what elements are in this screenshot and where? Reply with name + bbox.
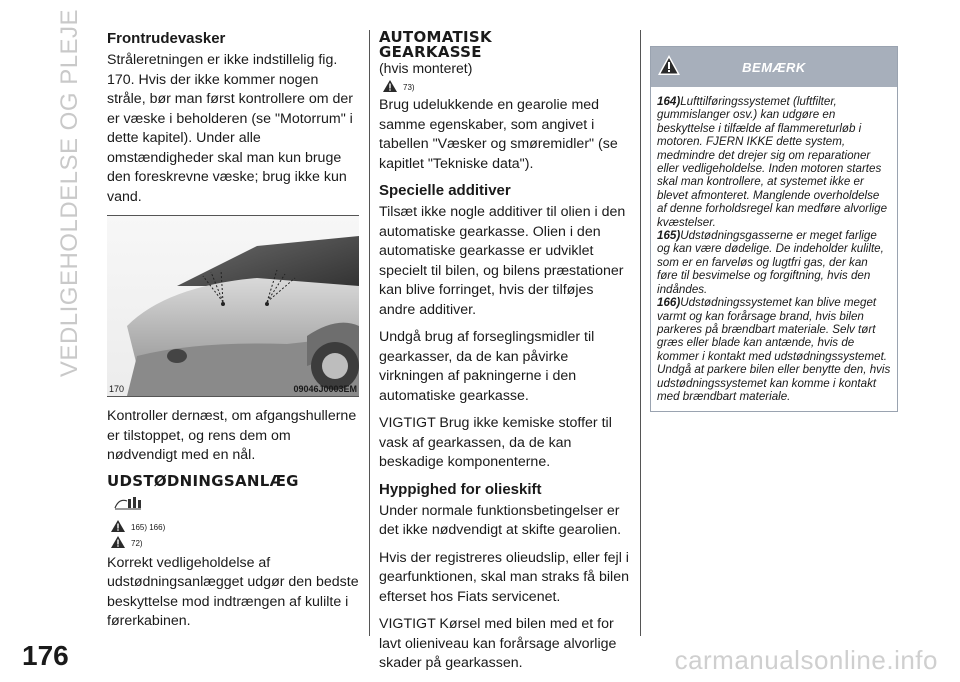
notice-header (651, 47, 897, 87)
side-chapter-title: VEDLIGEHOLDELSE OG PLEJE (56, 8, 84, 378)
eco-icon (113, 495, 359, 516)
caution-icon (383, 80, 397, 92)
heading-frontrudevasker: Frontrudevasker (107, 30, 226, 47)
paragraph: Brug udelukkende en gearolie med samme egenskaber, som angivet i tabellen "Væsker og smøremidler" (se kapitlet "Tekniske data"). (379, 97, 618, 172)
column-3 (650, 46, 898, 412)
paragraph: Tilsæt ikke nogle additiver til olien i den automatiske gearkasse. Olien i den automatiske gearkasse er udviklet specielt til bilen, og bilens præstationer kan blive forringet, hvis der tilføjes andre additiver. (379, 204, 626, 318)
heading-specielle-additiver: Specielle additiver (379, 182, 511, 199)
figure-code: 09046J0003EM (293, 384, 357, 394)
page-number: 176 (22, 640, 69, 671)
notice-item: 165)Udstødningsgasserne er meget farlige og kan være dødelige. De indeholder kulilte, som er en farveløs og lugtfri gas, der kan føre til besvimelse og forgiftning, hvis den indåndes. (657, 229, 884, 296)
paragraph: Stråleretningen er ikke indstillelig fig. 170. Hvis der ikke kommer nogen stråle, bør man først kontrollere om der er væske i beholderen (se "Motorrum" i dette kapitel). Under alle omstændigheder skal man kun bruge den foreskrevne væske; brug ikke kun vand. (107, 52, 353, 205)
notice-title: BEMÆRK (742, 59, 806, 75)
paragraph: Kontroller dernæst, om afgangshullerne er tilstoppet, og rens dem om nødvendigt med en nål. (107, 408, 357, 463)
notice-item: 164)Lufttilføringssystemet (luftfilter, gummislanger osv.) kan udgøre en beskyttelse i tilfælde af flammereturløb i motoren. FJERN IKKE dette system, medmindre det drejer sig om reparationer eller vedligeholdelse. Inden motoren startes skal man kontrollere, at systemet ikke er blevet afmonteret. Manglende overholdelse af denne forholdsregel kan medføre alvorlige kvæstelser. (657, 95, 888, 229)
paragraph: VIGTIGT Kørsel med bilen med et for lavt olieniveau kan forårsage alvorlige skader på gearkassen. (379, 616, 617, 671)
heading-hyppighed: Hyppighed for olieskift (379, 480, 542, 498)
caution-references: 73) (383, 80, 631, 92)
column-divider (369, 30, 370, 636)
figure-number: 170 (109, 384, 125, 394)
section-title-udstodningsanlaeg: UDSTØDNINGSANLÆG (107, 471, 299, 490)
subtitle: (hvis monteret) (379, 60, 473, 76)
column-divider (640, 30, 641, 636)
car-illustration (107, 216, 359, 396)
figure-car-hood (107, 215, 359, 397)
column-1 (107, 30, 359, 640)
caution-icon (111, 536, 125, 548)
paragraph: Under normale funktionsbetingelser er det ikke nødvendigt at skifte gearolien. (379, 502, 622, 538)
notice-body (651, 87, 897, 411)
column-2 (379, 30, 631, 682)
section-title-gearkasse: GEARKASSE (379, 43, 482, 61)
warning-references: 165) 166) (111, 520, 359, 532)
paragraph: Korrekt vedligeholdelse af udstødningsanlægget udgør den bedste beskyttelse mod indtrængen af kulilte i førerkabinen. (107, 554, 359, 629)
paragraph: Undgå brug af forseglingsmidler til gearkasser, da de kan påvirke virkningen af pakningerne i den automatiske gearkasse. (379, 329, 595, 404)
section-title-automatisk: AUTOMATISK (379, 28, 492, 46)
notice-item: 166)Udstødningssystemet kan blive meget varmt og kan forårsage brand, hvis bilen parkeres på brændbart materiale. Selv tørt græs eller blade kan antænde, hvis de kommer i kontakt med udstødningssystemet. Undgå at parkere bilen eller benytte den, hvis udstødningssystemet kan komme i kontakt med brændbart materiale. (657, 296, 891, 403)
paragraph: VIGTIGT Brug ikke kemiske stoffer til vask af gearkassen, da de kan beskadige komponenterne. (379, 415, 612, 470)
figure-caption (109, 384, 357, 394)
paragraph: Hvis der registreres olieudslip, eller fejl i gearfunktionen, skal man straks få bilen efterset hos Fiats servicenet. (379, 549, 629, 605)
watermark[interactable]: carmanualsonline.info (674, 645, 938, 675)
warning-icon (111, 520, 125, 532)
caution-references: 72) (111, 536, 359, 548)
notice-box (650, 46, 898, 412)
warning-icon (657, 54, 681, 76)
